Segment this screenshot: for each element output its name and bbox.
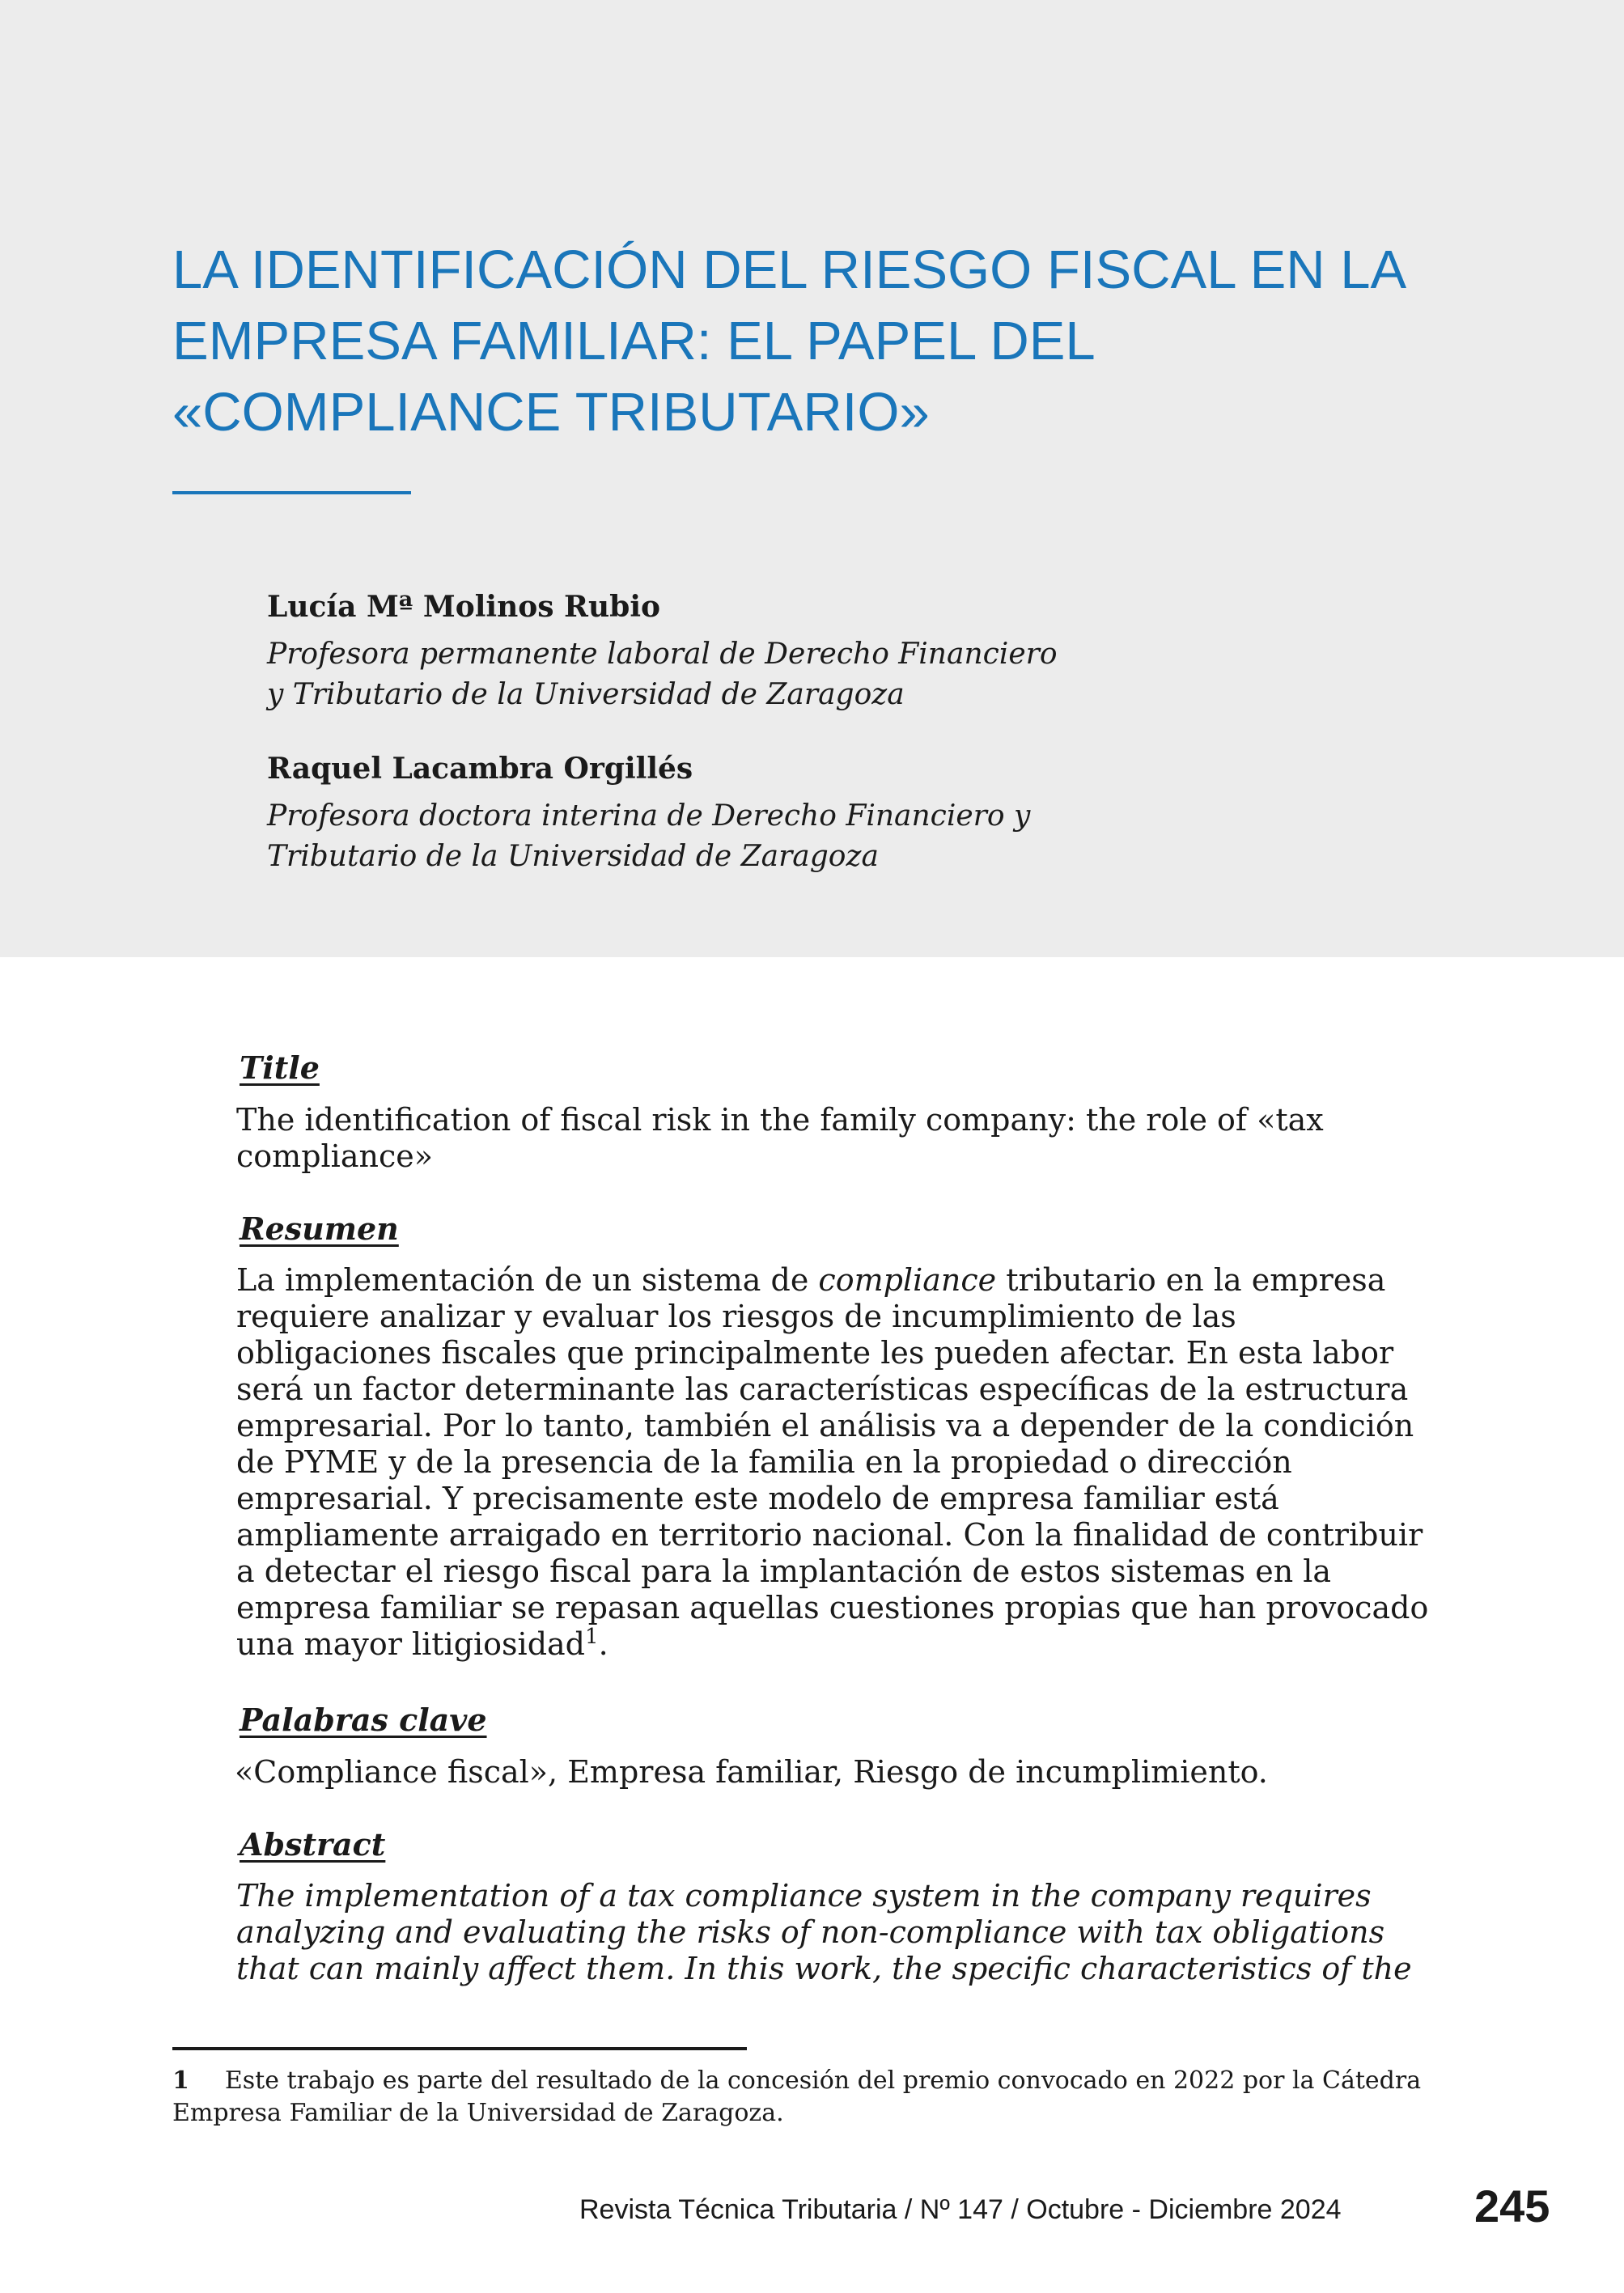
author-name: Lucía Mª Molinos Rubio [267, 590, 660, 624]
author-affiliation [267, 796, 1030, 877]
text-line: The identification of fiscal risk in the family company: the role of «tax [236, 1102, 1324, 1138]
author-name: Raquel Lacambra Orgillés [267, 752, 693, 786]
text-line: requiere analizar y evaluar los riesgos de incumplimiento de las [236, 1299, 1236, 1334]
journal-footer: Revista Técnica Tributaria / Nº 147 / Octubre - Diciembre 2024 [579, 2194, 1342, 2225]
text-fragment: tributario en la empresa [996, 1262, 1386, 1298]
text-line: empresa familiar se repasan aquellas cuestiones propias que han provocado [236, 1590, 1429, 1625]
section-heading-abstract: Abstract [240, 1826, 386, 1863]
footnote-divider [172, 2047, 747, 2050]
text-line: obligaciones fiscales que principalmente les pueden afectar. En esta labor [236, 1335, 1394, 1371]
footnote-ref[interactable]: 1 [585, 1625, 599, 1649]
text-line: de PYME y de la presencia de la familia en la propiedad o dirección [236, 1444, 1292, 1480]
footnote-text: Este trabajo es parte del resultado de la concesión del premio convocado en 2022 por la Cátedra [224, 2066, 1422, 2095]
text-line: a detectar el riesgo fiscal para la implantación de estos sistemas en la [236, 1553, 1332, 1589]
abstract-text [236, 1878, 1482, 1987]
text-line: «Compliance fiscal», Empresa familiar, Riesgo de incumplimiento. [235, 1754, 1268, 1790]
section-heading-resumen: Resumen [240, 1210, 399, 1247]
page-number: 245 [1474, 2181, 1550, 2232]
footnote-number: 1 [172, 2066, 189, 2095]
affiliation-line: Profesora doctora interina de Derecho Financiero y [267, 799, 1031, 833]
article-title [172, 235, 1548, 448]
text-line: that can mainly affect them. In this work, the specific characteristics of the [236, 1951, 1412, 1986]
affiliation-line: Tributario de la Universidad de Zaragoza [267, 840, 879, 873]
text-line: The implementation of a tax compliance system in the company requires [236, 1878, 1372, 1914]
author-affiliation [267, 634, 1058, 715]
text-line: analyzing and evaluating the risks of non-compliance with tax obligations [236, 1914, 1385, 1950]
footnote-line [172, 2065, 1467, 2097]
text-fragment: La implementación de un sistema de [236, 1262, 819, 1298]
text-line: empresarial. Y precisamente este modelo de empresa familiar está [236, 1481, 1279, 1516]
affiliation-line: y Tributario de la Universidad de Zaragoza [267, 678, 905, 711]
text-line: empresarial. Por lo tanto, también el análisis va a depender de la condición [236, 1408, 1414, 1443]
affiliation-line: Profesora permanente laboral de Derecho Financiero [267, 638, 1058, 671]
text-line: será un factor determinante las características específicas de la estructura [236, 1371, 1409, 1407]
section-heading-title: Title [240, 1049, 320, 1086]
text-line: compliance» [236, 1138, 433, 1174]
title-line: LA IDENTIFICACIÓN DEL RIESGO FISCAL EN LA [172, 239, 1407, 300]
footnote [172, 2065, 1467, 2130]
title-line: «COMPLIANCE TRIBUTARIO» [172, 382, 930, 443]
text-line: ampliamente arraigado en territorio nacional. Con la finalidad de contribuir [236, 1517, 1423, 1553]
text-fragment: . [598, 1626, 608, 1662]
section-heading-keywords: Palabras clave [240, 1702, 487, 1738]
english-title [236, 1102, 1482, 1175]
text-fragment: una mayor litigiosidad [236, 1626, 586, 1662]
footnote-line: Empresa Familiar de la Universidad de Zaragoza. [172, 2099, 784, 2127]
title-line: EMPRESA FAMILIAR: EL PAPEL DEL [172, 311, 1096, 371]
title-divider [172, 491, 411, 494]
keywords-text [235, 1754, 1481, 1791]
text-line [236, 1262, 1482, 1299]
text-line [236, 1626, 1482, 1663]
italic-term: compliance [818, 1262, 997, 1298]
resumen-text [236, 1262, 1482, 1663]
